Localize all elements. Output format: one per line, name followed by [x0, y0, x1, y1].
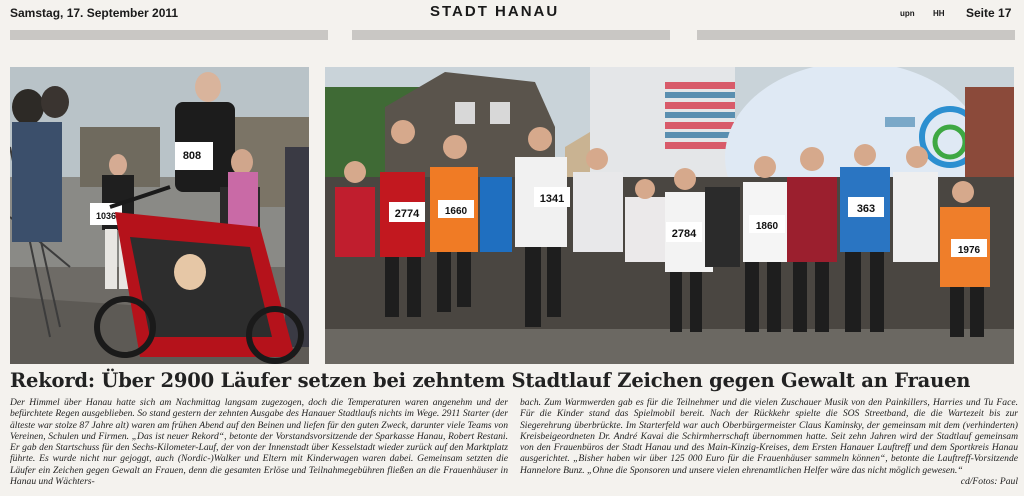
bib-number-right-4: 2784	[671, 228, 697, 240]
photo-runners-start	[325, 67, 1014, 364]
photo-stroller-runner	[10, 67, 309, 364]
bib-number-right-2: 1660	[444, 206, 468, 217]
issue-date: Samstag, 17. September 2011	[10, 6, 179, 20]
article-text-right: bach. Zum Warmwerden gab es für die Teilnehmer und die vielen Zuschauer Musik von den Painkillers, Harries und Tu Face. Für die Kinder stand das Spielmobil bereit. Nach der Rückkehr spielte die SOS Streetband, die die Wartezeit bis zur Siegerehrung überbrückte. Im Starterfeld war auch Oberbürgermeister Claus Kaminsky, der gemeinsam mit dem (verhinderten) Kreisbeigeordneten Dr. André Kavai die Schirmherrschaft übernommen hatte. Seit zehn Jahren wird der Stadtlauf gemeinsam von den Frauenbüros der Stadt Hanau und des Main-Kinzig-Kreises, dem Ersten Hanauer Lauftreff und dem Sportkreis Hanau ausgerichtet. „Bisher haben wir über 125 000 Euro für die Frauenhäuser sammeln können“, betonte die Lauftreff-Vorsitzende Hannelore Bunz. „Ohne die Sponsoren und unsere vielen ehrenamtlichen Helfer wäre das nicht möglich gewesen.“	[520, 397, 1018, 476]
edition-code: upn	[900, 9, 915, 18]
article-text-left: Der Himmel über Hanau hatte sich am Nachmittag langsam zugezogen, doch die Temperaturen waren angenehm und der befürchtete Regen ausgeblieben. So stand gestern der zehnten Ausgabe des Hanauer Stadtlaufs nichts im Wege. 2911 Starter (der älteste war stolze 87 Jahre alt) waren am frühen Abend auf den Beinen und liefen für den guten Zweck, darunter viele Teams von Vereinen, Schulen und Firmen. „Das ist neuer Rekord“, betonte der Vorstandsvorsitzende der Sparkasse Hanau, Robert Restani. Er gab den Startschuss für den Sechs-Kilometer-Lauf, der von der Innenstadt über Kesselstadt wieder zurück auf den Marktplatz führte. Es wurde nicht nur gejoggt, auch (Nordic-)Walker und Eltern mit Kinderwagen waren dabei. Gemeinsam setzten die Läufer ein Zeichen gegen Gewalt an Frauen, denn die gesamten Erlöse und Teilnahmegebühren fließen an die Frauenhäuser in Hanau und Wächters-	[10, 397, 508, 488]
page-number: Seite 17	[966, 6, 1012, 20]
bib-number-right-6: 363	[856, 203, 876, 215]
article-body-right	[520, 397, 1018, 487]
header-rule-middle	[352, 30, 670, 40]
section-title: STADT HANAU	[430, 3, 560, 20]
bib-number-right-3: 1341	[539, 193, 565, 205]
bib-number-right-5: 1860	[755, 221, 779, 232]
article-body-left	[10, 397, 508, 487]
page-header	[0, 0, 1024, 28]
bib-number-right-1: 2774	[394, 208, 420, 220]
region-code: HH	[933, 9, 945, 18]
bib-number-right-7: 1976	[957, 245, 981, 256]
header-rule-right	[697, 30, 1015, 40]
article-headline: Rekord: Über 2900 Läufer setzen bei zehntem Stadtlauf Zeichen gegen Gewalt an Frauen	[10, 369, 971, 392]
bib-number-left-2: 1036	[95, 211, 117, 221]
header-rule-left	[10, 30, 328, 40]
photo-credit: cd/Fotos: Paul	[960, 476, 1018, 488]
bib-number-left-1: 808	[182, 150, 202, 162]
